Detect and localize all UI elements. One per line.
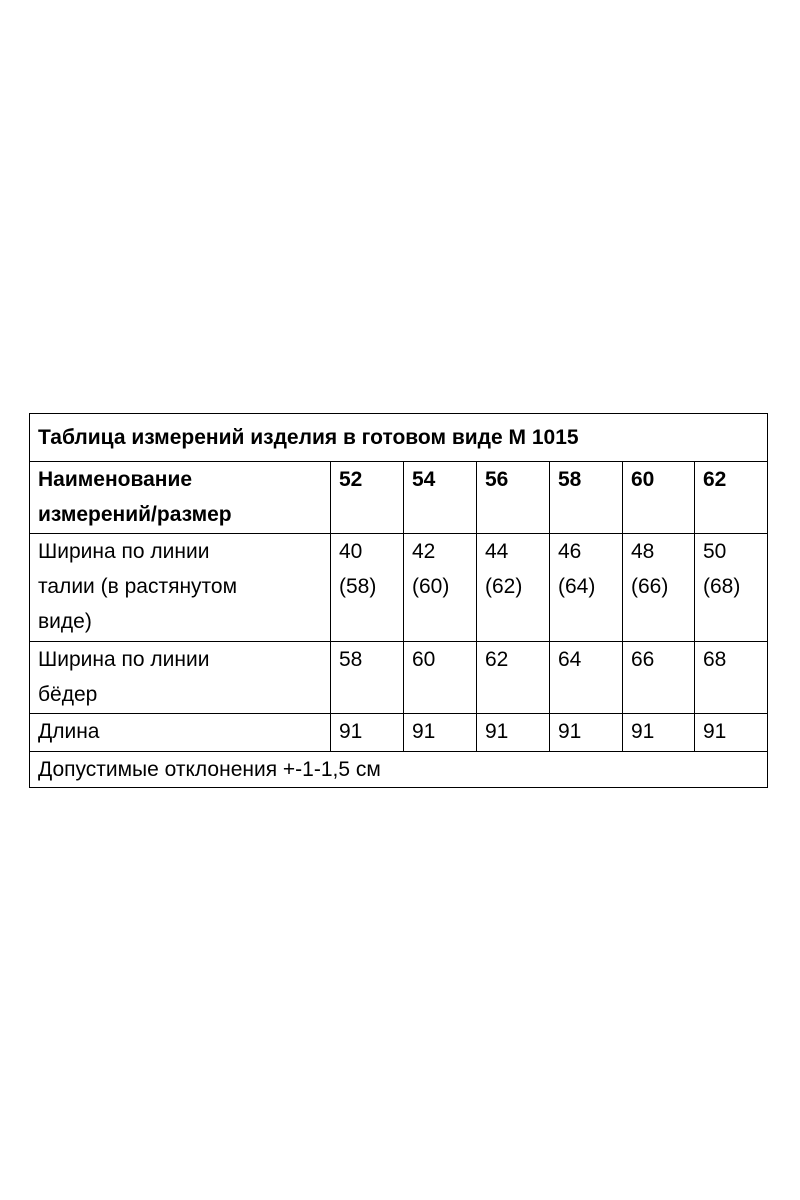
table-cell: 91 xyxy=(404,714,477,752)
table-cell: 40 (58) xyxy=(331,534,404,642)
table-row-waist-width xyxy=(30,534,768,642)
row-label: Ширина по линии талии (в растянутом виде) xyxy=(30,534,331,642)
table-cell: 68 xyxy=(695,642,768,714)
header-label: Наименование измерений/размер xyxy=(30,462,331,534)
table-cell: 66 xyxy=(623,642,695,714)
table-cell: 91 xyxy=(695,714,768,752)
size-measurement-table xyxy=(29,413,768,788)
table-cell: 91 xyxy=(331,714,404,752)
table-row-length xyxy=(30,714,768,752)
table-cell: 48 (66) xyxy=(623,534,695,642)
table-cell: 64 xyxy=(550,642,623,714)
size-header: 62 xyxy=(695,462,768,534)
table-title-row xyxy=(30,414,768,462)
size-header: 58 xyxy=(550,462,623,534)
size-header: 54 xyxy=(404,462,477,534)
table-cell: 44 (62) xyxy=(477,534,550,642)
table-cell: 91 xyxy=(623,714,695,752)
row-label: Ширина по линии бёдер xyxy=(30,642,331,714)
table-cell: 91 xyxy=(550,714,623,752)
table-row-hip-width xyxy=(30,642,768,714)
tolerance-note: Допустимые отклонения +-1-1,5 см xyxy=(30,752,768,788)
size-header: 60 xyxy=(623,462,695,534)
table-cell: 62 xyxy=(477,642,550,714)
row-label: Длина xyxy=(30,714,331,752)
table-cell: 50 (68) xyxy=(695,534,768,642)
table-cell: 42 (60) xyxy=(404,534,477,642)
size-header: 56 xyxy=(477,462,550,534)
table-cell: 58 xyxy=(331,642,404,714)
table-note-row xyxy=(30,752,768,788)
table-header-row xyxy=(30,462,768,534)
table-title: Таблица измерений изделия в готовом виде М 1015 xyxy=(30,414,768,462)
table-cell: 60 xyxy=(404,642,477,714)
table-cell: 46 (64) xyxy=(550,534,623,642)
table-cell: 91 xyxy=(477,714,550,752)
size-header: 52 xyxy=(331,462,404,534)
